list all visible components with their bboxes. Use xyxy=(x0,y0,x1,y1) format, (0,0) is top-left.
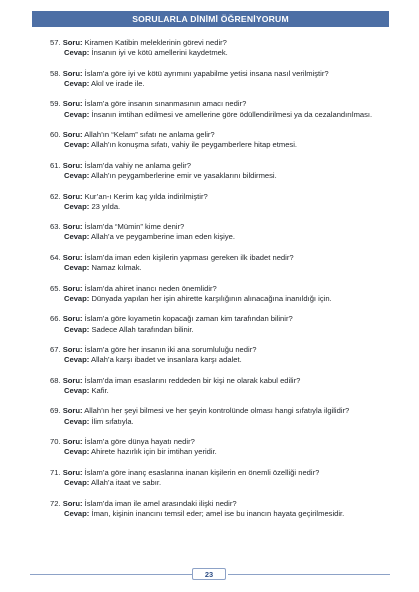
question-text: İslam’da iman ile amel arasındaki ilişki nedir? xyxy=(84,498,237,508)
answer-line xyxy=(50,478,395,488)
question-line xyxy=(50,499,395,509)
question-text: Allah’ın her şeyi bilmesi ve her şeyin kontrolünde olması hangi sıfatıyla ilgilidir? xyxy=(84,406,350,416)
question-line xyxy=(50,192,395,202)
answer-line xyxy=(50,325,395,335)
question-label: Soru: xyxy=(62,406,83,416)
answer-text: İnsanın imtihan edilmesi ve amellerine göre ödüllendirilmesi ya da cezalandırılması. xyxy=(91,109,373,119)
answer-line xyxy=(50,48,395,58)
question-line xyxy=(50,376,395,386)
question-text: İslam’da iman eden kişilerin yapması gereken ilk ibadet nedir? xyxy=(84,252,294,262)
question-label: Soru: xyxy=(62,191,83,201)
question-text: İslam’a göre her insanın iki ana sorumluluğu nedir? xyxy=(84,345,257,355)
question-text: İslam’da iman esaslarını reddeden bir kişi ne olarak kabul edilir? xyxy=(84,375,301,385)
answer-line xyxy=(50,140,395,150)
footer-divider-right xyxy=(228,574,390,575)
list-item xyxy=(50,345,395,365)
list-item xyxy=(50,69,395,89)
answer-label: Cevap: xyxy=(64,508,90,518)
answer-label: Cevap: xyxy=(64,385,90,395)
list-item xyxy=(50,130,395,150)
question-line xyxy=(50,314,395,324)
answer-text: İman, kişinin inancını temsil eder; amel ise bu inancın hayata geçirilmesidir. xyxy=(91,508,345,518)
question-label: Soru: xyxy=(62,99,83,109)
question-text: İslam’a göre kıyametin kopacağı zaman kim tarafından bilinir? xyxy=(84,314,293,324)
page-footer xyxy=(30,568,390,582)
answer-label: Cevap: xyxy=(64,355,90,365)
question-text: Kur’an-ı Kerim kaç yılda indirilmiştir? xyxy=(84,191,208,201)
answer-text: İnsanın iyi ve kötü amellerini kaydetmek. xyxy=(91,48,228,58)
list-item xyxy=(50,284,395,304)
answer-line xyxy=(50,386,395,396)
page-header xyxy=(32,11,389,27)
answer-label: Cevap: xyxy=(64,48,90,58)
answer-label: Cevap: xyxy=(64,140,90,150)
question-number: 64. xyxy=(50,252,61,262)
page-number-box xyxy=(192,568,226,580)
answer-label: Cevap: xyxy=(64,447,90,457)
list-item xyxy=(50,406,395,426)
answer-line xyxy=(50,355,395,365)
question-label: Soru: xyxy=(62,283,83,293)
answer-line xyxy=(50,509,395,519)
question-label: Soru: xyxy=(62,252,83,262)
question-label: Soru: xyxy=(62,130,83,140)
question-label: Soru: xyxy=(62,38,83,47)
question-label: Soru: xyxy=(62,375,83,385)
question-text: Allah’ın “Kelam” sıfatı ne anlama gelir? xyxy=(84,130,215,140)
answer-text: Namaz kılmak. xyxy=(91,263,142,273)
question-number: 57. xyxy=(50,38,61,47)
question-number: 59. xyxy=(50,99,61,109)
answer-text: Kafir. xyxy=(91,385,109,395)
answer-label: Cevap: xyxy=(64,263,90,273)
answer-text: Dünyada yapılan her işin ahirette karşılığının alınacağına inanıldığı için. xyxy=(91,293,332,303)
answer-line xyxy=(50,263,395,273)
answer-label: Cevap: xyxy=(64,78,90,88)
list-item xyxy=(50,38,395,58)
list-item xyxy=(50,192,395,212)
question-label: Soru: xyxy=(62,314,83,324)
question-number: 72. xyxy=(50,498,61,508)
answer-line xyxy=(50,294,395,304)
list-item xyxy=(50,161,395,181)
question-number: 62. xyxy=(50,191,61,201)
answer-text: Allah’a ve peygamberine iman eden kişiye. xyxy=(91,232,235,242)
answer-label: Cevap: xyxy=(64,478,90,488)
question-number: 71. xyxy=(50,467,61,477)
answer-line xyxy=(50,232,395,242)
list-item xyxy=(50,499,395,519)
list-item xyxy=(50,99,395,119)
question-line xyxy=(50,38,395,48)
answer-label: Cevap: xyxy=(64,201,90,211)
footer-divider-left xyxy=(30,574,192,575)
question-text: İslam’a göre inanç esaslarına inanan kişilerin en önemli özelliği nedir? xyxy=(84,467,320,477)
question-number: 60. xyxy=(50,130,61,140)
question-number: 70. xyxy=(50,437,61,447)
answer-label: Cevap: xyxy=(64,416,90,426)
answer-line xyxy=(50,447,395,457)
question-label: Soru: xyxy=(62,68,83,78)
question-line xyxy=(50,130,395,140)
question-line xyxy=(50,437,395,447)
list-item xyxy=(50,376,395,396)
list-item xyxy=(50,253,395,273)
question-number: 63. xyxy=(50,222,61,232)
answer-label: Cevap: xyxy=(64,324,90,334)
question-line xyxy=(50,222,395,232)
question-number: 66. xyxy=(50,314,61,324)
answer-line xyxy=(50,417,395,427)
answer-text: İlim sıfatıyla. xyxy=(91,416,134,426)
question-line xyxy=(50,253,395,263)
question-text: İslam’a göre dünya hayatı nedir? xyxy=(84,437,195,447)
question-line xyxy=(50,406,395,416)
answer-text: Sadece Allah tarafından bilinir. xyxy=(91,324,194,334)
list-item xyxy=(50,437,395,457)
question-text: İslam’a göre insanın sınanmasının amacı nedir? xyxy=(84,99,247,109)
question-text: İslam’da “Mümin” kime denir? xyxy=(84,222,185,232)
answer-text: 23 yılda. xyxy=(91,201,121,211)
question-label: Soru: xyxy=(62,222,83,232)
question-label: Soru: xyxy=(62,437,83,447)
list-item xyxy=(50,314,395,334)
question-line xyxy=(50,345,395,355)
answer-line xyxy=(50,202,395,212)
question-line xyxy=(50,69,395,79)
question-line xyxy=(50,161,395,171)
list-item xyxy=(50,222,395,242)
question-text: Kiramen Katibin meleklerinin görevi nedir? xyxy=(84,38,227,47)
answer-label: Cevap: xyxy=(64,232,90,242)
question-line xyxy=(50,284,395,294)
answer-text: Allah’a karşı ibadet ve insanlara karşı adalet. xyxy=(91,355,242,365)
answer-label: Cevap: xyxy=(64,109,90,119)
answer-text: Allah’ın konuşma sıfatı, vahiy ile peygamberlere hitap etmesi. xyxy=(91,140,298,150)
answer-text: Akıl ve irade ile. xyxy=(91,78,145,88)
question-number: 65. xyxy=(50,283,61,293)
answer-label: Cevap: xyxy=(64,293,90,303)
answer-label: Cevap: xyxy=(64,171,90,181)
answer-line xyxy=(50,79,395,89)
question-label: Soru: xyxy=(62,160,83,170)
question-number: 67. xyxy=(50,345,61,355)
question-line xyxy=(50,468,395,478)
page-number: 23 xyxy=(204,569,214,579)
answer-line xyxy=(50,171,395,181)
answer-line xyxy=(50,110,395,120)
question-label: Soru: xyxy=(62,467,83,477)
answer-text: Ahirete hazırlık için bir imtihan yeridir. xyxy=(91,447,217,457)
question-number: 68. xyxy=(50,375,61,385)
answer-text: Allah’ın peygamberlerine emir ve yasaklarını bildirmesi. xyxy=(91,171,277,181)
question-line xyxy=(50,99,395,109)
question-text: İslam’da vahiy ne anlama gelir? xyxy=(84,160,192,170)
question-label: Soru: xyxy=(62,345,83,355)
question-number: 69. xyxy=(50,406,61,416)
question-label: Soru: xyxy=(62,498,83,508)
question-text: İslam’da ahiret inancı neden önemlidir? xyxy=(84,283,217,293)
question-answer-list xyxy=(50,38,395,529)
page-title: SORULARLA DİNİMİ ÖĞRENİYORUM xyxy=(132,14,289,24)
list-item xyxy=(50,468,395,488)
question-number: 58. xyxy=(50,68,61,78)
answer-text: Allah’a itaat ve sabır. xyxy=(91,478,162,488)
question-number: 61. xyxy=(50,160,61,170)
question-text: İslam’a göre iyi ve kötü ayrımını yapabilme yetisi insana nasıl verilmiştir? xyxy=(84,68,329,78)
